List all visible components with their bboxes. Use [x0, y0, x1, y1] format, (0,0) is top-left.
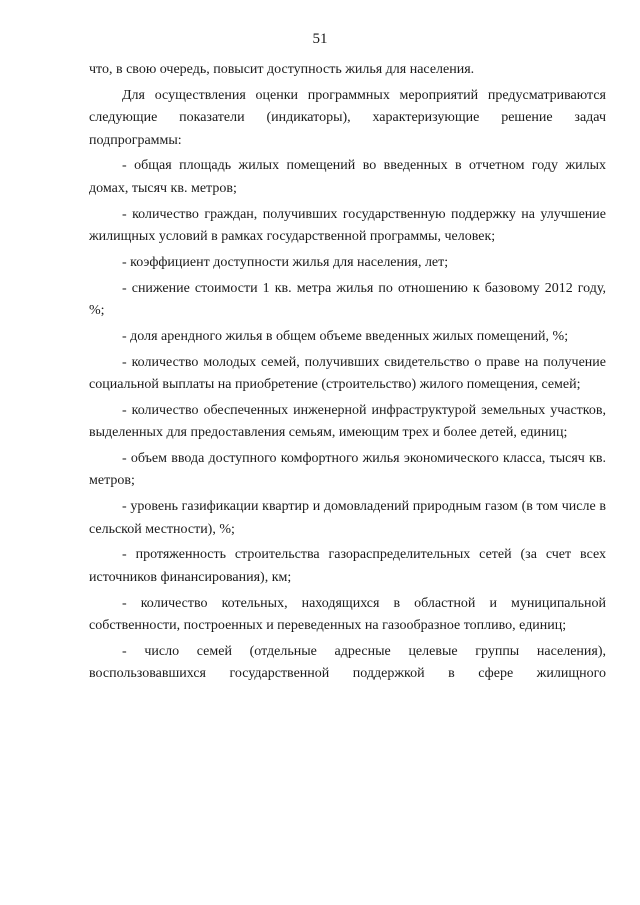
lead-paragraph: Для осуществления оценки программных мероприятий предусматриваются следующие показатели (индикаторы), характеризующие решение задач подпрограммы:: [89, 87, 606, 148]
indicator-item: - коэффициент доступности жилья для населения, лет;: [122, 254, 449, 270]
indicator-item: - количество граждан, получивших государственную поддержку на улучшение жилищных условий в рамках государственной программы, человек;: [89, 206, 606, 245]
page-number: 51: [312, 31, 328, 47]
indicator-item: - число семей (отдельные адресные целевые группы населения), воспользовавшихся государственной поддержкой в сфере жилищного: [89, 643, 606, 682]
indicator-item: - количество обеспеченных инженерной инфраструктурой земельных участков, выделенных для предоставления семьям, имеющим трех и более детей, единиц;: [89, 402, 606, 441]
indicator-item: - количество молодых семей, получивших свидетельство о праве на получение социальной выплаты на приобретение (строительство) жилого помещения, семей;: [89, 354, 606, 393]
indicator-item: - уровень газификации квартир и домовладений природным газом (в том числе в сельской местности), %;: [89, 499, 606, 537]
document-body: [89, 59, 606, 689]
indicator-item: - количество котельных, находящихся в областной и муниципальной собственности, построенных и переведенных на газообразное топливо, единиц;: [89, 595, 606, 634]
intro-continuation: что, в свою очередь, повысит доступность жилья для населения.: [89, 62, 475, 77]
indicator-item: - общая площадь жилых помещений во введенных в отчетном году жилых домах, тысяч кв. метров;: [89, 158, 606, 196]
indicator-item: - объем ввода доступного комфортного жилья экономического класса, тысяч кв. метров;: [89, 451, 606, 489]
indicator-item: - доля арендного жилья в общем объеме введенных жилых помещений, %;: [122, 328, 569, 344]
indicator-item: - снижение стоимости 1 кв. метра жилья по отношению к базовому 2012 году, %;: [89, 280, 606, 319]
indicator-list: [89, 155, 606, 685]
indicator-item: - протяженность строительства газораспределительных сетей (за счет всех источников финансирования), км;: [89, 547, 606, 585]
